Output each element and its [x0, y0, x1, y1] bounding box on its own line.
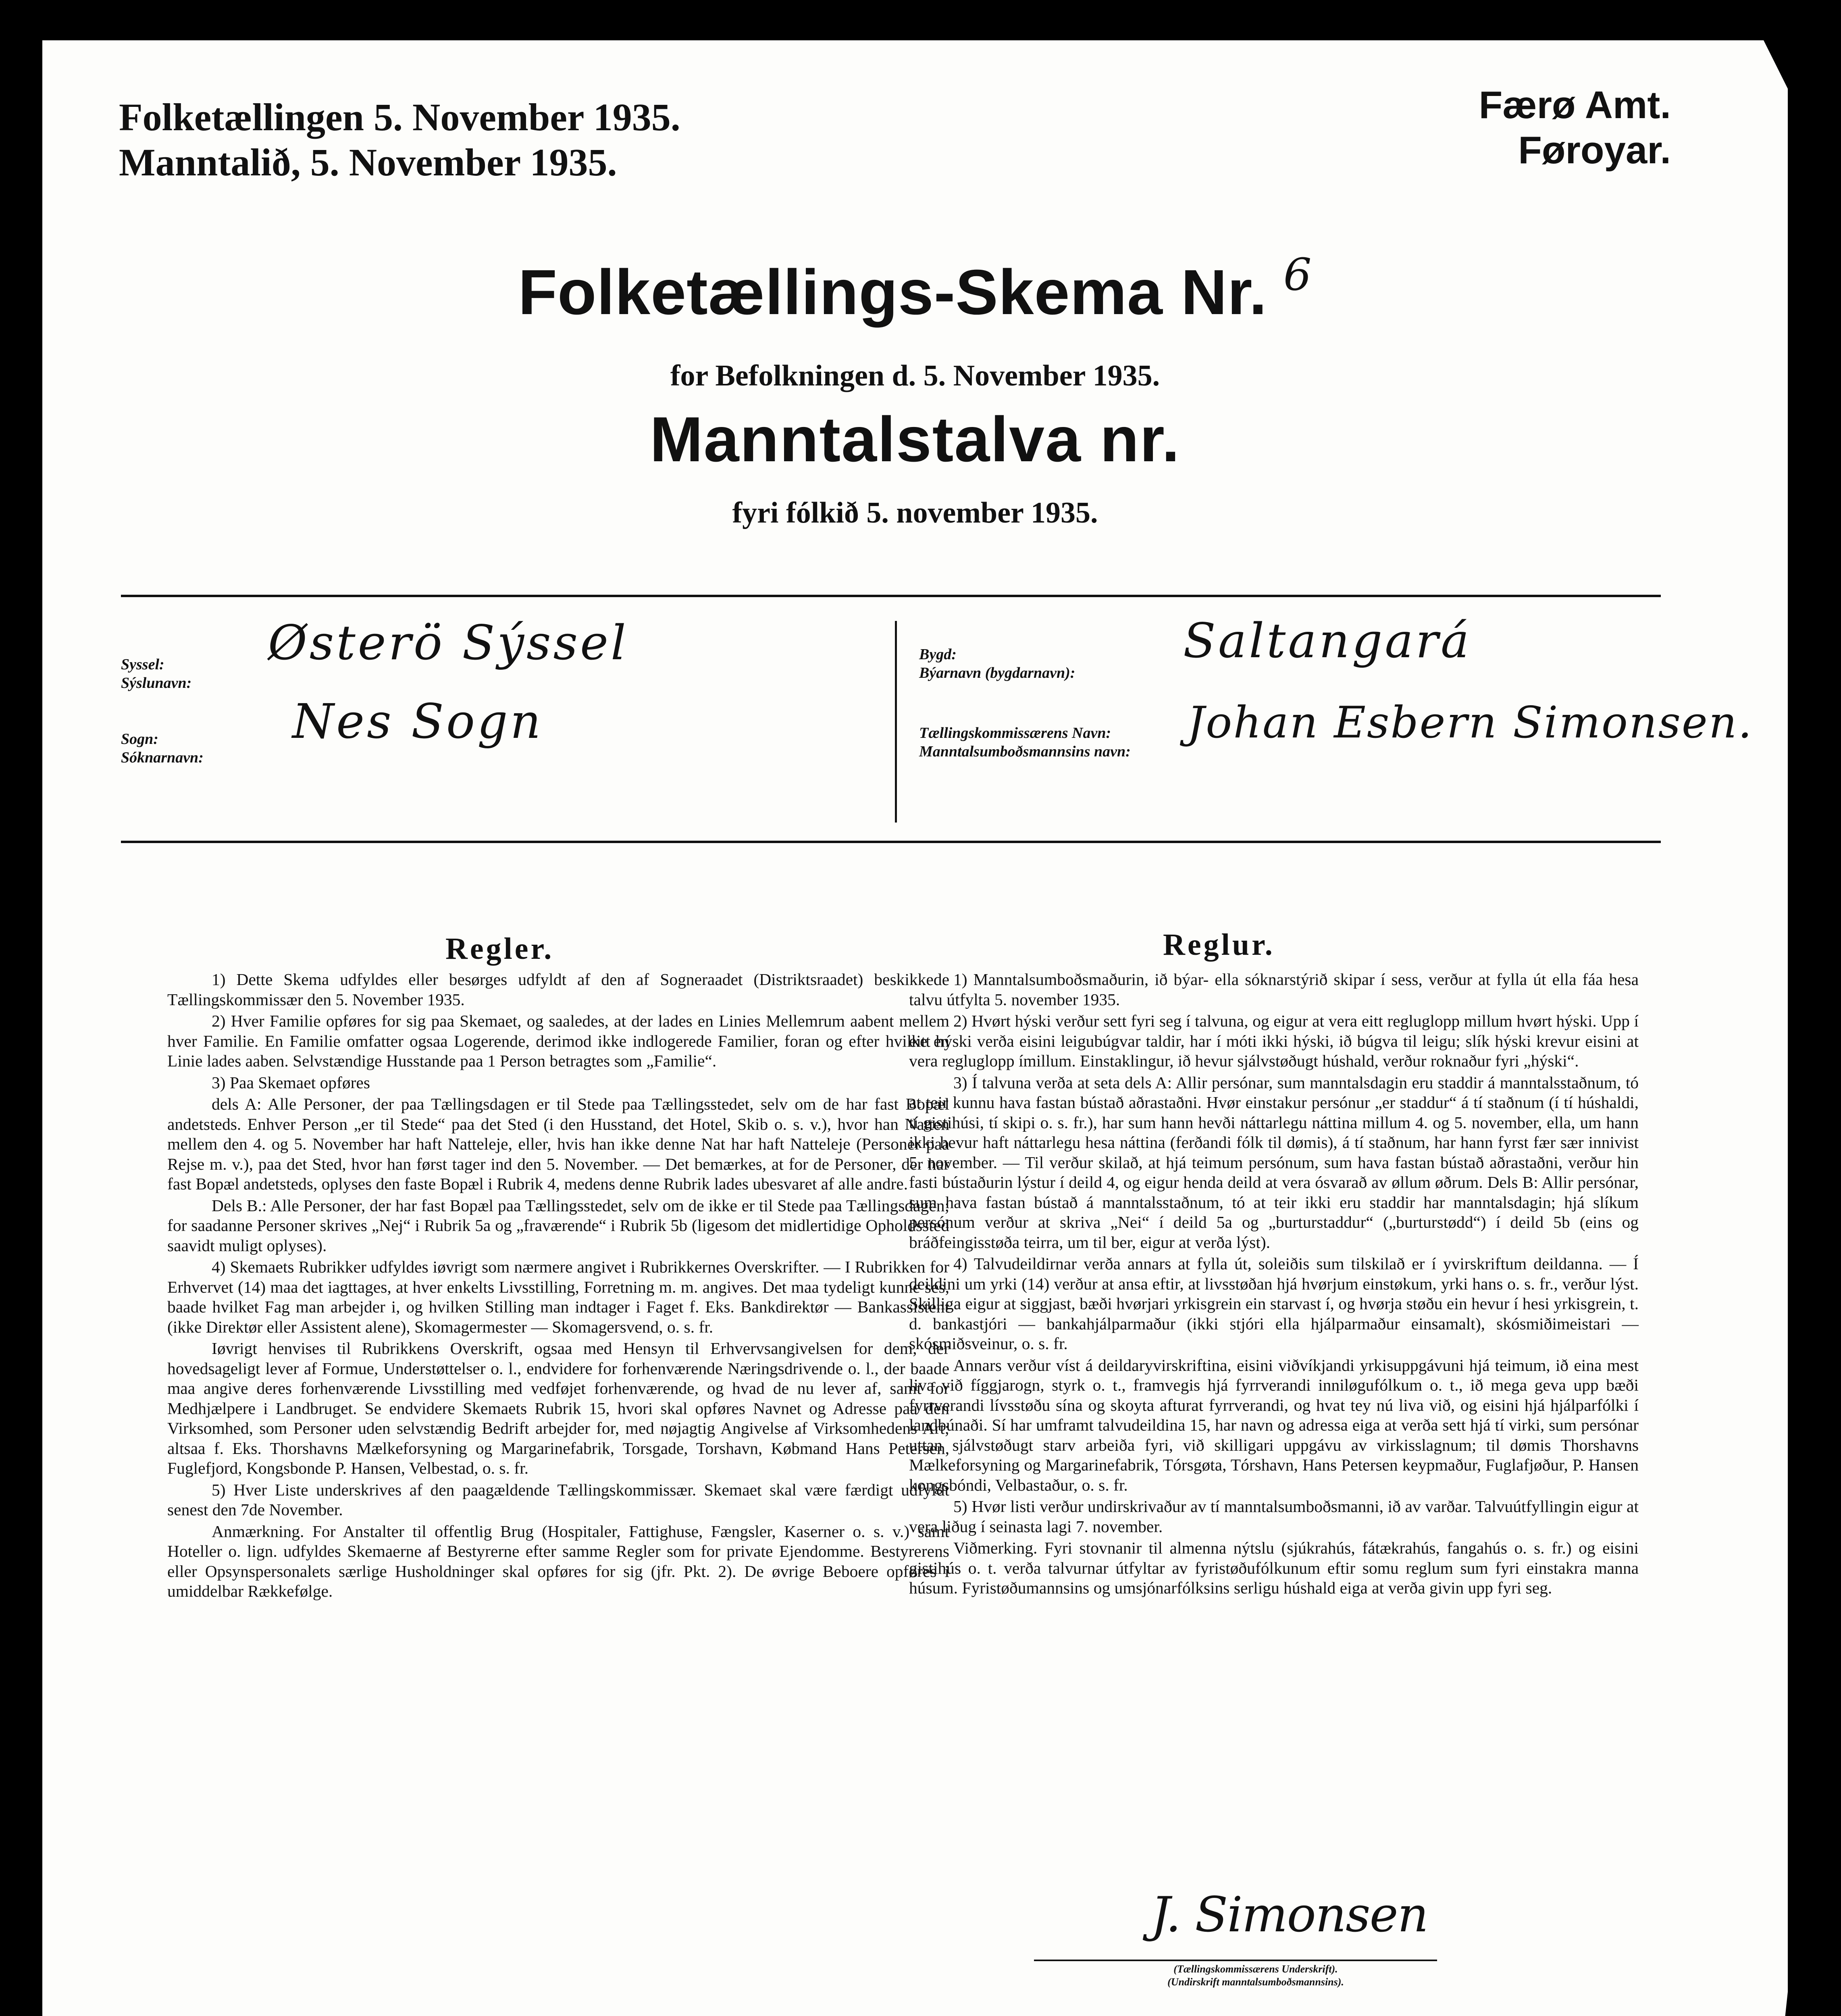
- form-title-faroese: Manntalstalva nr.: [650, 404, 1180, 475]
- form-subtitle: for Befolkningen d. 5. November 1935.: [670, 359, 1160, 392]
- syssel-label: [121, 655, 191, 692]
- rule-paragraph: 1) Dette Skema udfyldes eller besørges udfyldt af den af Sogneraadet (Distriktsraadet) beskikkede Tællingskommissær den 5. November 1935.: [167, 970, 949, 1009]
- rule-paragraph: 2) Hvørt hýski verður sett fyri seg í talvuna, og eigur at vera eitt regluglopp millum hvørt hýski. Upp í eitt hýski verða eisini leigubúgvar taldir, har í móti ikki hýski, ið búgva til leigu; slík hýski krevur eisini at vera regluglopp ímillum. Einstaklingur, ið hevur sjálvstøðugt húshald, verður roknaður fyri „hýski“.: [909, 1012, 1639, 1070]
- rule-paragraph: 4) Talvudeildirnar verða annars at fylla út, soleiðis sum tilskilað er í yvirskriftum deildanna. — Í deildini um yrki (14) verður at ansa eftir, at livsstøðan hjá hvørjum einstøkum, yrki hans o. s. fr., verður lýst. Skilliga eigur at siggjast, bæði hvørjari yrkisgrein ein starvast í, og hvørja støðu ein hevur í hesi yrkisgrein, t. d. bankastjóri — bankahjálparmaður (ikki stjóri ella hjálparmaður einsamalt), skósmiðimeistari — skósmiðsveinur, o. s. fr.: [909, 1254, 1639, 1353]
- kommissaer-label-da: Tællingskommissærens Navn:: [919, 725, 1111, 741]
- rule-paragraph: Viðmerking. Fyri stovnanir til almenna nýtslu (sjúkrahús, fátækrahús, fangahús o. s. fr.) og eisini gistihús o. t. verða talvurnar útfyltar av fyristøðufólkunum eftir somu reglum sum fyri einstakra manna húsum. Fyristøðumannsins og umsjónarfólksins serligu húshald eiga at verða givin upp fyri seg.: [909, 1539, 1639, 1597]
- signature-line: [1034, 1960, 1437, 1961]
- form-number-handwritten: 6: [1283, 249, 1312, 300]
- kommissaer-label-fo: Manntalsumboðsmannsins navn:: [919, 743, 1131, 760]
- kommissaer-label: [919, 724, 1131, 761]
- bygd-label: [919, 645, 1075, 682]
- rule-paragraph: 1) Manntalsumboðsmaðurin, ið býar- ella sóknarstýrið skipar í sess, verður at fylla út ella fáa hesa talvu útfylta 5. november 1935.: [909, 970, 1639, 1009]
- page-corner-shadow: [1764, 40, 1788, 89]
- rule-paragraph: Annars verður víst á deildaryvirskriftina, eisini viðvíkjandi yrkisuppgávuni hjá teimum, ið eina mest liva við fíggjarogn, styrk o. t., framvegis hjá fyrrverandi inniløgufólkum o. t., ið mega geva upp bæði fyrrverandi lívsstøðu sína og skoyta afturat fyrrverandi, og hvat tey nú liva við, og eisini hjá hjálparfólki í landbúnaði. Sí har umframt talvudeildina 15, har navn og adressa eiga at verða sett hjá tí virki, sum persónar uttan sjálvstøðugt starv arbeiða fyri, við skilligari uppgávu av virkisslagnum; til dømis Thorshavns Mælkeforsyning og Margarinefabrik, Tórsgøta, Tórshavn, Hans Petersen keypmaður, Fuglafjøður, P. Hansen kongsbóndi, Velbastaður, o. s. fr.: [909, 1356, 1639, 1494]
- rules-heading-da: Regler.: [445, 932, 554, 966]
- sogn-label-da: Sogn:: [121, 731, 158, 748]
- rule-paragraph: 4) Skemaets Rubrikker udfyldes iøvrigt som nærmere angivet i Rubrikkernes Overskrifter. — I Rubrikken for Erhvervet (14) maa det iagttages, at hver enkelts Livsstilling, Forretning m. m. angives. Det maa tydeligt kunne ses, baade hvilket Fag man arbejder i, og hvilken Stilling man indtager i Faget f. Eks. Bankdirektør — Bankassistent (ikke Direktør eller Assistent alene), Skomagermester — Skomagersvend, o. s. fr.: [167, 1258, 949, 1336]
- syssel-value: Østerö Sýssel: [268, 615, 628, 671]
- rules-heading-fo: Reglur.: [1163, 928, 1275, 962]
- rule-paragraph: 5) Hver Liste underskrives af den paagældende Tællingskommissær. Skemaet skal være færdigt udfyldt senest den 7de November.: [167, 1480, 949, 1519]
- rules-column-danish: [167, 970, 949, 1603]
- rule-paragraph: Anmærkning. For Anstalter til offentlig Brug (Hospitaler, Fattighuse, Fængsler, Kaserner o. s. v.) samt Hoteller o. lign. udfyldes Skemaerne af Bestyrerne efter samme Regler som for private Ejendomme. Bestyrerens eller Opsynspersonalets særlige Husholdninger skal opføres for sig (jfr. Pkt. 2). De øvrige Beboere opføres i umiddelbar Rækkefølge.: [167, 1522, 949, 1600]
- bygd-label-fo: Býarnavn (bygdarnavn):: [919, 664, 1075, 681]
- bygd-value: Saltangará: [1183, 613, 1472, 669]
- rules-column-faroese: [909, 970, 1639, 1600]
- rule-paragraph: 3) Í talvuna verða at seta dels A: Allir persónar, sum manntalsdagin eru staddir á manntalsstaðnum, tó at teir kunnu hava fastan bústað aðrastaðni. Hvør einstakur persónur „er staddur“ á tí staðnum (í tí húshaldi, tí gistihúsi, tí skipi o. s. fr.), har sum hann hevði náttarlegu náttina millum 4. og 5. november, ella, um hann ikki hevur haft náttarlegu hesa náttina (ferðandi fólk til dømis), á tí staðnum, har hann fyrst fær sær innivist 5. november. — Til verður skilað, at hjá teimum persónum, sum hava fastan bústað aðrastaðni, verður hin fasti bústaðurin lýstur í deild 4, og eigur henda deild at vera ósvarað av øllum øðrum. Dels B: Allir persónar, sum hava fastan bústað á manntalsstaðnum, tó at teir ikki eru staddir har manntalsdagin; hjá slíkum persónum verður at skriva „Nei“ í deild 5a og „burturstaddur“ („burturstødd“) í deild 5b (eins og bráðfeingisstøða teirra, um til ber, eigur at verða lýst).: [909, 1073, 1639, 1252]
- header-left-line1: Folketællingen 5. November 1935.: [119, 96, 680, 139]
- header-right-line2: Føroyar.: [1518, 129, 1671, 172]
- form-subtitle-faroese: fyri fólkið 5. november 1935.: [732, 496, 1098, 529]
- header-left-line2: Manntalið, 5. November 1935.: [119, 141, 617, 184]
- rule-paragraph: 2) Hver Familie opføres for sig paa Skemaet, og saaledes, at der lades en Linies Mellemrum aabent mellem hver Familie. En Familie omfatter ogsaa Logerende, derimod ikke indlogerede Familier, foran og efter hvilke en Linie lades aaben. Selvstændige Husstande paa 1 Person betragtes som „Familie“.: [167, 1012, 949, 1070]
- rule-paragraph: 5) Hvør listi verður undirskrivaður av tí manntalsumboðsmanni, ið av varðar. Talvuútfyllingin eigur at vera liðug í seinasta lagi 7. november.: [909, 1497, 1639, 1536]
- page-edge-shadow: [1770, 1992, 1788, 2016]
- sogn-label: [121, 730, 204, 767]
- rule-paragraph: 3) Paa Skemaet opføres: [212, 1073, 370, 1092]
- bygd-label-da: Bygd:: [919, 646, 957, 663]
- header-left: [119, 95, 680, 185]
- header-right-line1: Færø Amt.: [1479, 83, 1671, 127]
- signature-caption: [1115, 1963, 1397, 1989]
- scanner-border: [0, 0, 42, 2016]
- rule-paragraph: dels A: Alle Personer, der paa Tællingsdagen er til Stede paa Tællingsstedet, selv om de har fast Bopæl andetsteds. Enhver Person „er til Stede“ paa det Sted (i den Husstand, det Hotel, Skib o. s. v.), hvor han Natten mellem den 4. og 5. November har haft Natteleje, eller, hvis han ikke denne Nat har haft Natteleje (Personer paa Rejse m. v.), paa det Sted, hvor han først tager ind den 5. November. — Det bemærkes, at for de Personer, der har fast Bopæl andetsteds, oplyses den faste Bopæl i Rubrik 4, medens denne Rubrik lades ubesvaret af alle andre.: [167, 1095, 949, 1193]
- sogn-label-fo: Sóknarnavn:: [121, 749, 204, 766]
- form-title: [42, 249, 1788, 329]
- sogn-value: Nes Sogn: [292, 694, 543, 749]
- form-title-text: Folketællings-Skema Nr.: [518, 257, 1267, 328]
- kommissaer-value: Johan Esbern Simonsen.: [1187, 698, 1753, 748]
- signature-caption-da: (Tællingskommissærens Underskrift).: [1173, 1963, 1338, 1975]
- rule-paragraph: Iøvrigt henvises til Rubrikkens Overskrift, ogsaa med Hensyn til Erhvervsangivelsen for dem, der hovedsageligt lever af Formue, Understøttelser o. l., endvidere for forhenværende Næringsdrivende o. l., der baade maa angive deres forhenværende Livsstilling med vedføjet forhenværende, og hvad de nu lever af, samt for Medhjælpere i Landbruget. Se endvidere Skemaets Rubrik 15, hvori skal opføres Navnet og Adresse paa den Virksomhed, som Personer uden selvstændig Bedrift arbejder for, med nøjagtig Angivelse af Virksomhedens Art; altsaa f. Eks. Thorshavns Mælkeforsyning og Margarinefabrik, Torsgade, Torshavn, Købmand Hans Petersen, Fuglefjord, Kongsbonde P. Hansen, Velbestad, o. s. fr.: [167, 1339, 949, 1477]
- header-right: [1479, 83, 1671, 173]
- divider-top: [121, 595, 1661, 597]
- syssel-label-da: Syssel:: [121, 656, 164, 673]
- census-form-page: [42, 40, 1788, 2016]
- divider-vertical: [895, 621, 897, 823]
- signature-handwritten: J. Simonsen: [1151, 1887, 1428, 1943]
- rule-paragraph: Dels B.: Alle Personer, der har fast Bopæl paa Tællingsstedet, selv om de ikke er til Stede paa Tællingsdagen; for saadanne Personer skrives „Nej“ i Rubrik 5a og „fraværende“ i Rubrik 5b (ligesom det midlertidige Opholdssted saavidt muligt oplyses).: [167, 1196, 949, 1255]
- syssel-label-fo: Sýslunavn:: [121, 675, 192, 691]
- signature-caption-fo: (Undirskrift manntalsumboðsmannsins).: [1167, 1976, 1344, 1988]
- divider-bottom: [121, 841, 1661, 843]
